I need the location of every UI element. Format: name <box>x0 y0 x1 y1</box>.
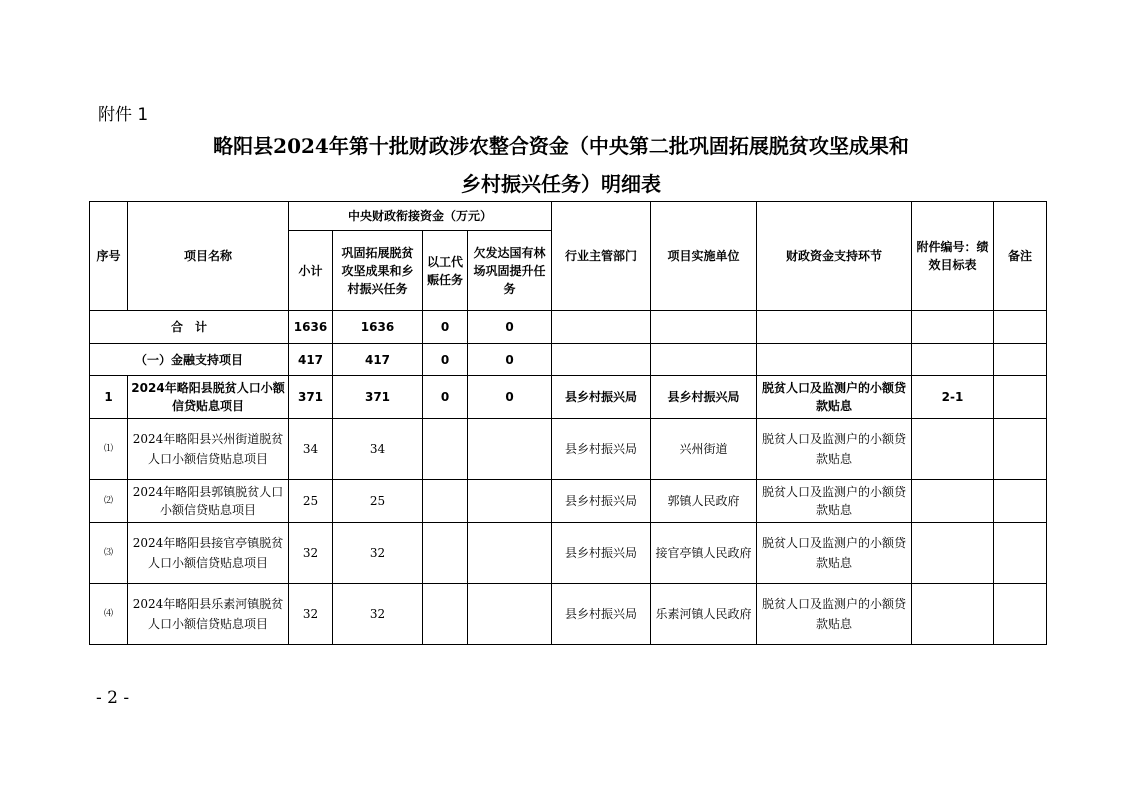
header-row-1 <box>90 202 1047 231</box>
category-empty-cell <box>912 344 994 376</box>
sub-empty-cell <box>912 523 994 584</box>
sub-dept: 县乡村振兴局 <box>552 419 651 480</box>
total-consolidate: 1636 <box>333 311 423 344</box>
sub-consolidate: 32 <box>333 523 423 584</box>
header-seq: 序号 <box>90 202 128 311</box>
sub-empty-cell <box>468 419 552 480</box>
sub-impl-unit: 郭镇人民政府 <box>651 480 757 523</box>
header-subtotal: 小计 <box>289 231 333 311</box>
project-consolidate: 371 <box>333 376 423 419</box>
header-work-relief: 以工代赈任务 <box>423 231 468 311</box>
document-title-line-1: 略阳县2024年第十批财政涉农整合资金（中央第二批巩固拓展脱贫攻坚成果和 <box>213 134 909 158</box>
header-central-funds: 中央财政衔接资金（万元） <box>289 202 552 231</box>
total-empty-cell <box>552 311 651 344</box>
sub-empty-cell <box>994 480 1047 523</box>
header-support-link: 财政资金支持环节 <box>757 202 912 311</box>
total-empty-cell <box>912 311 994 344</box>
sub-empty-cell <box>994 523 1047 584</box>
sub-name: 2024年略阳县兴州街道脱贫人口小额信贷贴息项目 <box>128 419 289 480</box>
project-dept: 县乡村振兴局 <box>552 376 651 419</box>
sub-empty-cell <box>468 523 552 584</box>
sub-project-row <box>90 480 1047 523</box>
category-label: （一）金融支持项目 <box>90 344 289 376</box>
sub-seq: ⑴ <box>90 419 128 480</box>
project-subtotal: 371 <box>289 376 333 419</box>
category-empty-cell <box>651 344 757 376</box>
sub-empty-cell <box>468 584 552 645</box>
category-forest-farm: 0 <box>468 344 552 376</box>
total-empty-cell <box>757 311 912 344</box>
sub-empty-cell <box>912 584 994 645</box>
sub-empty-cell <box>994 584 1047 645</box>
project-remarks <box>994 376 1047 419</box>
sub-empty-cell <box>423 523 468 584</box>
sub-empty-cell <box>423 419 468 480</box>
sub-seq: ⑷ <box>90 584 128 645</box>
page-number: - 2 - <box>96 688 130 708</box>
project-row <box>90 376 1047 419</box>
sub-support-link: 脱贫人口及监测户的小额贷款贴息 <box>757 584 912 645</box>
sub-empty-cell <box>423 584 468 645</box>
total-subtotal: 1636 <box>289 311 333 344</box>
attachment-label: 附件 1 <box>98 105 149 125</box>
project-support-link: 脱贫人口及监测户的小额贷款贴息 <box>757 376 912 419</box>
sub-seq: ⑵ <box>90 480 128 523</box>
document-title-line-2: 乡村振兴任务）明细表 <box>461 172 661 196</box>
sub-project-row <box>90 584 1047 645</box>
total-label: 合 计 <box>90 311 289 344</box>
sub-consolidate: 32 <box>333 584 423 645</box>
sub-dept: 县乡村振兴局 <box>552 480 651 523</box>
category-empty-cell <box>757 344 912 376</box>
total-empty-cell <box>994 311 1047 344</box>
header-impl-unit: 项目实施单位 <box>651 202 757 311</box>
sub-subtotal: 25 <box>289 480 333 523</box>
project-name: 2024年略阳县脱贫人口小额信贷贴息项目 <box>128 376 289 419</box>
sub-project-row <box>90 419 1047 480</box>
total-empty-cell <box>651 311 757 344</box>
sub-support-link: 脱贫人口及监测户的小额贷款贴息 <box>757 523 912 584</box>
category-consolidate: 417 <box>333 344 423 376</box>
header-forest-farm: 欠发达国有林场巩固提升任务 <box>468 231 552 311</box>
project-attachment-no: 2-1 <box>912 376 994 419</box>
category-empty-cell <box>552 344 651 376</box>
sub-dept: 县乡村振兴局 <box>552 584 651 645</box>
sub-empty-cell <box>423 480 468 523</box>
sub-consolidate: 34 <box>333 419 423 480</box>
project-work-relief: 0 <box>423 376 468 419</box>
category-empty-cell <box>994 344 1047 376</box>
sub-support-link: 脱贫人口及监测户的小额贷款贴息 <box>757 480 912 523</box>
sub-project-row <box>90 523 1047 584</box>
sub-name: 2024年略阳县乐素河镇脱贫人口小额信贷贴息项目 <box>128 584 289 645</box>
header-dept: 行业主管部门 <box>552 202 651 311</box>
header-consolidate: 巩固拓展脱贫攻坚成果和乡村振兴任务 <box>333 231 423 311</box>
sub-impl-unit: 乐素河镇人民政府 <box>651 584 757 645</box>
header-attachment-no: 附件编号：绩效目标表 <box>912 202 994 311</box>
sub-empty-cell <box>468 480 552 523</box>
sub-impl-unit: 接官亭镇人民政府 <box>651 523 757 584</box>
sub-impl-unit: 兴州街道 <box>651 419 757 480</box>
sub-subtotal: 32 <box>289 523 333 584</box>
sub-support-link: 脱贫人口及监测户的小额贷款贴息 <box>757 419 912 480</box>
category-row <box>90 344 1047 376</box>
total-work-relief: 0 <box>423 311 468 344</box>
sub-name: 2024年略阳县接官亭镇脱贫人口小额信贷贴息项目 <box>128 523 289 584</box>
total-row <box>90 311 1047 344</box>
category-subtotal: 417 <box>289 344 333 376</box>
project-impl-unit: 县乡村振兴局 <box>651 376 757 419</box>
sub-subtotal: 32 <box>289 584 333 645</box>
header-project-name: 项目名称 <box>128 202 289 311</box>
sub-name: 2024年略阳县郭镇脱贫人口小额信贷贴息项目 <box>128 480 289 523</box>
project-forest-farm: 0 <box>468 376 552 419</box>
project-seq: 1 <box>90 376 128 419</box>
sub-seq: ⑶ <box>90 523 128 584</box>
sub-empty-cell <box>994 419 1047 480</box>
sub-empty-cell <box>912 419 994 480</box>
total-forest-farm: 0 <box>468 311 552 344</box>
sub-dept: 县乡村振兴局 <box>552 523 651 584</box>
category-work-relief: 0 <box>423 344 468 376</box>
sub-subtotal: 34 <box>289 419 333 480</box>
funds-detail-table <box>89 201 1047 645</box>
sub-consolidate: 25 <box>333 480 423 523</box>
sub-empty-cell <box>912 480 994 523</box>
header-remarks: 备注 <box>994 202 1047 311</box>
